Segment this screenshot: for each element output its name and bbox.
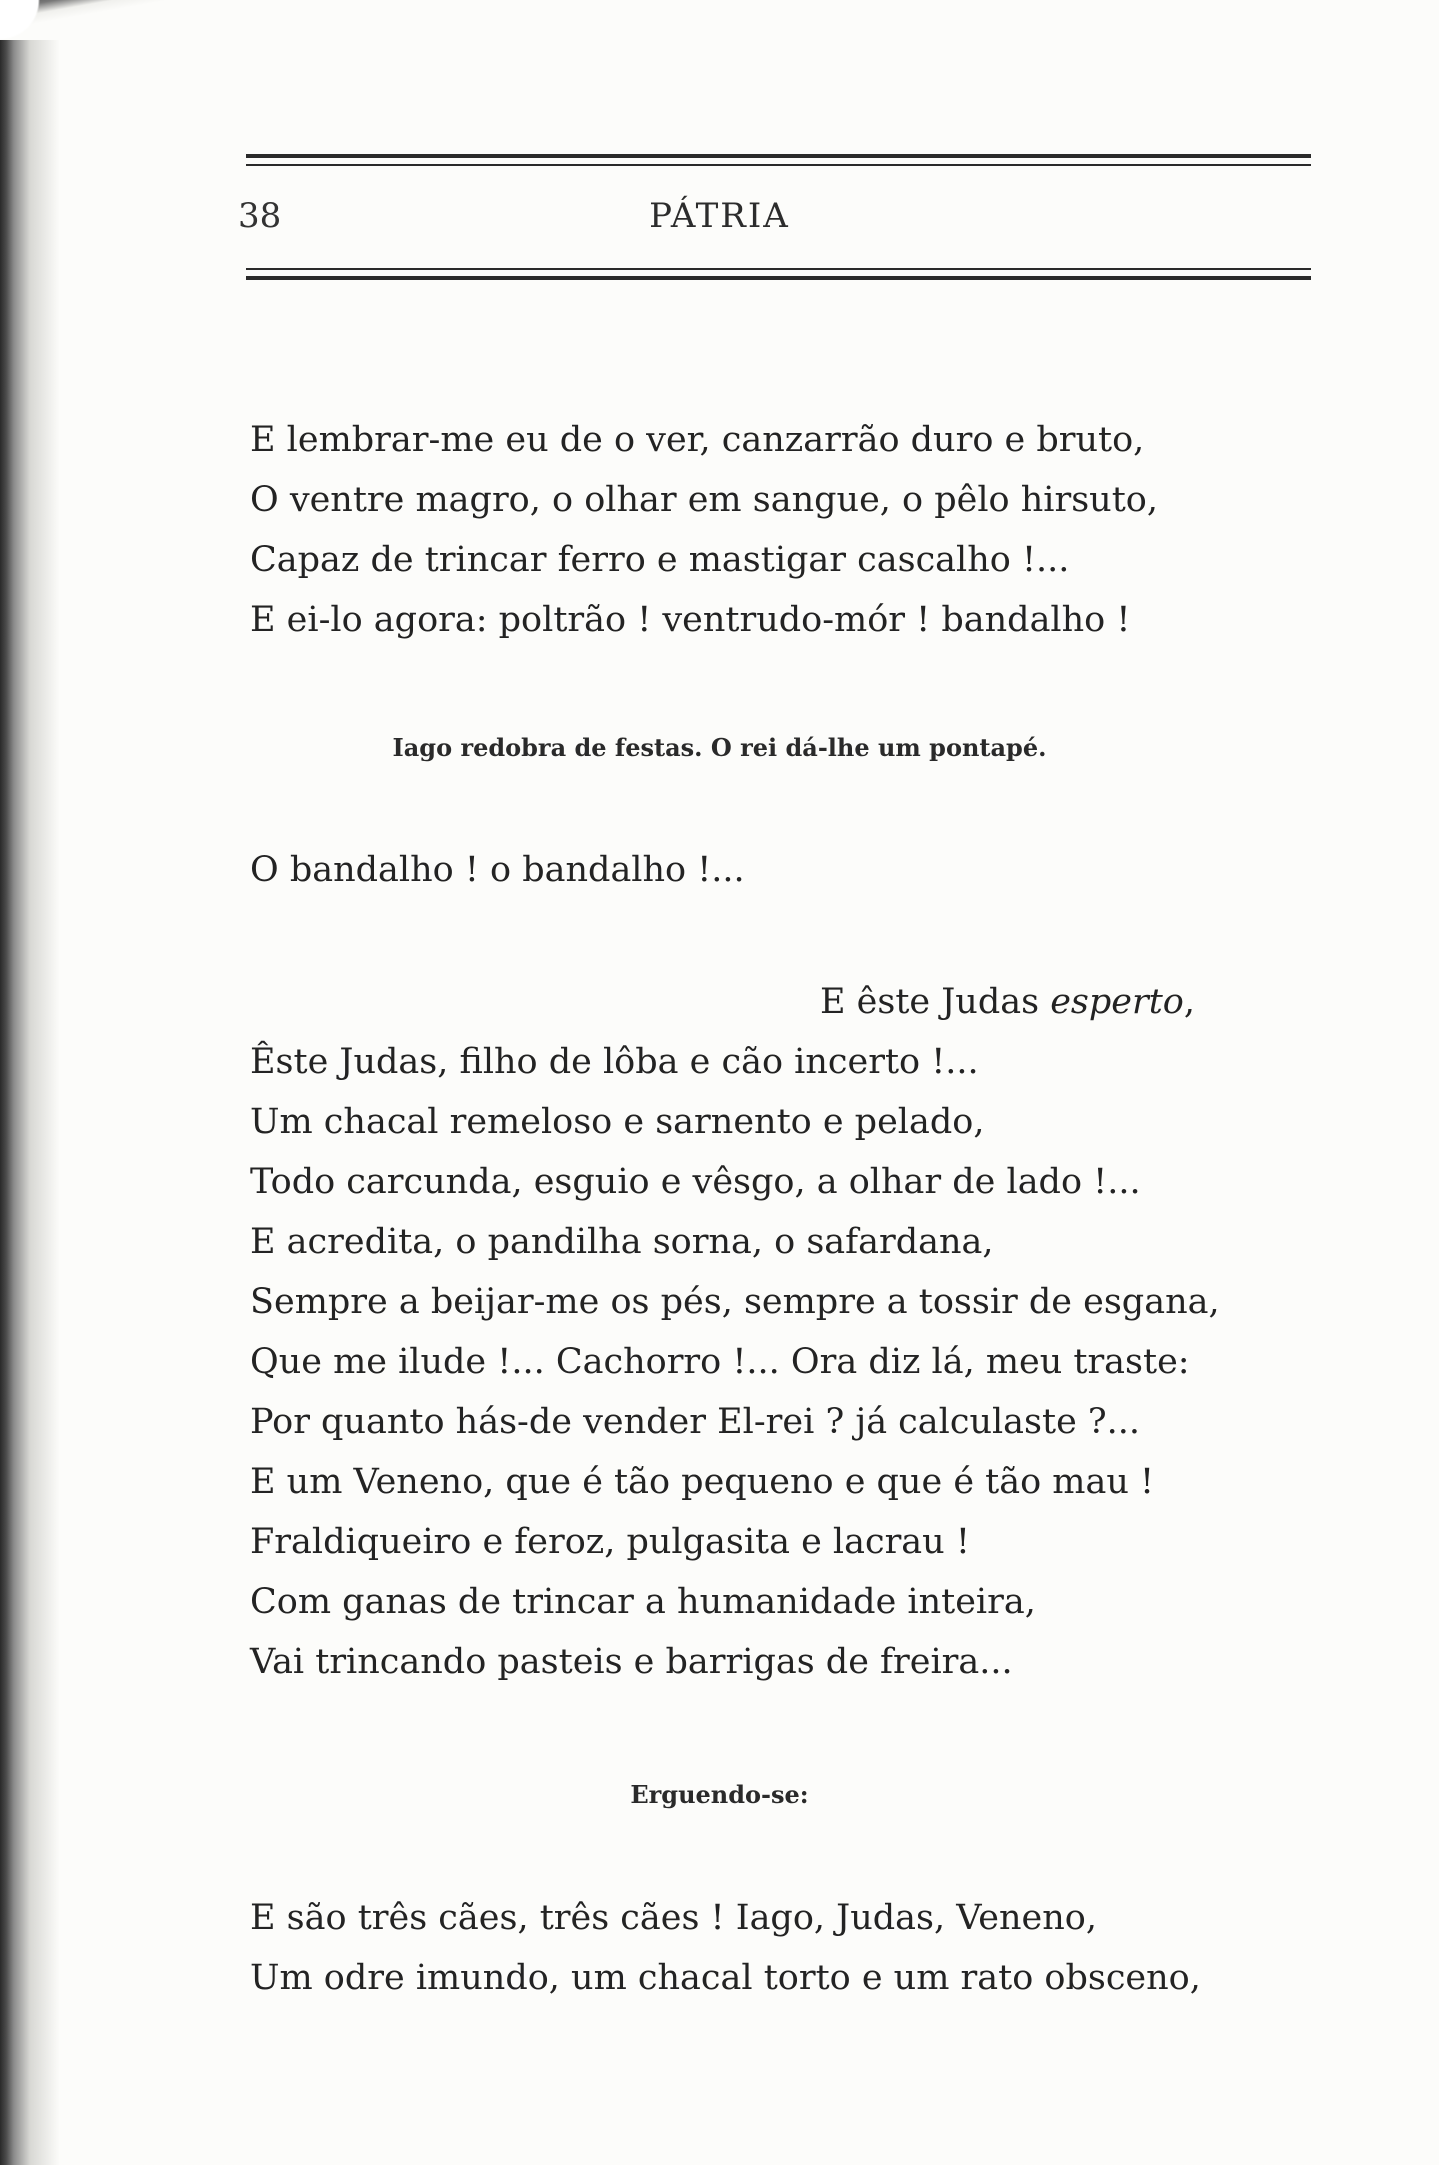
verse-line: Êste Judas, filho de lôba e cão incerto !... bbox=[250, 1042, 979, 1082]
scan-top-shadow bbox=[0, 0, 1439, 80]
header-rule-top bbox=[246, 154, 1311, 158]
verse-emphasis: esperto bbox=[1050, 982, 1184, 1022]
stage-direction: Iago redobra de festas. O rei dá-lhe um pontapé. bbox=[392, 733, 1047, 762]
verse-line: Fraldiqueiro e feroz, pulgasita e lacrau ! bbox=[250, 1522, 970, 1562]
verse-line: E são três cães, três cães ! Iago, Judas, Veneno, bbox=[250, 1898, 1097, 1938]
verse-line: E ei-lo agora: poltrão ! ventrudo-mór ! bandalho ! bbox=[250, 600, 1131, 640]
verse-line: E um Veneno, que é tão pequeno e que é tão mau ! bbox=[250, 1462, 1155, 1502]
verse-line: Com ganas de trincar a humanidade inteira, bbox=[250, 1582, 1036, 1622]
verse-line: E acredita, o pandilha sorna, o safardana, bbox=[250, 1222, 994, 1262]
verse-line: Por quanto hás-de vender El-rei ? já calculaste ?... bbox=[250, 1402, 1141, 1442]
verse-line: Sempre a beijar-me os pés, sempre a tossir de esgana, bbox=[250, 1282, 1220, 1322]
verse-line: Um odre imundo, um chacal torto e um rato obsceno, bbox=[250, 1958, 1201, 1998]
verse-line: O ventre magro, o olhar em sangue, o pêlo hirsuto, bbox=[250, 480, 1158, 520]
stage-direction: Erguendo-se: bbox=[630, 1780, 809, 1809]
running-head: PÁTRIA bbox=[649, 196, 790, 236]
header-rule-top-thin bbox=[246, 164, 1311, 166]
page-number: 38 bbox=[238, 196, 282, 236]
verse-line: Que me ilude !... Cachorro !... Ora diz lá, meu traste: bbox=[250, 1342, 1190, 1382]
verse-text: E êste Judas bbox=[820, 982, 1051, 1022]
scan-corner bbox=[0, 0, 110, 110]
header-rule-bottom-thin bbox=[246, 268, 1311, 270]
verse-punctuation: , bbox=[1183, 982, 1195, 1022]
verse-line: E lembrar-me eu de o ver, canzarrão duro e bruto, bbox=[250, 420, 1145, 460]
verse-line: Vai trincando pasteis e barrigas de freira... bbox=[250, 1642, 1013, 1682]
header-rule-bottom bbox=[246, 276, 1311, 280]
scan-binding-shadow bbox=[0, 40, 60, 2165]
verse-line: O bandalho ! o bandalho !... bbox=[250, 850, 745, 890]
verse-line: Todo carcunda, esguio e vêsgo, a olhar de lado !... bbox=[250, 1162, 1141, 1202]
verse-line: Capaz de trincar ferro e mastigar cascalho !... bbox=[250, 540, 1070, 580]
verse-line-indented bbox=[820, 972, 1195, 1032]
verse-line: Um chacal remeloso e sarnento e pelado, bbox=[250, 1102, 985, 1142]
